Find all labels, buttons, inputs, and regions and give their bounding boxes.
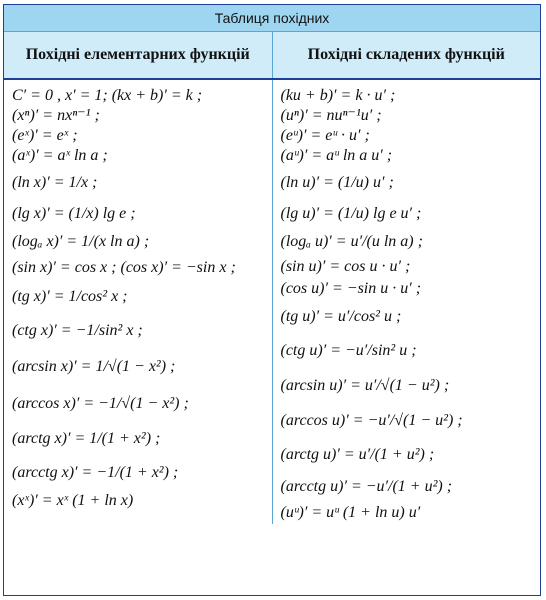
column-composite: [272, 80, 541, 524]
column-header-composite: Похідні складених функцій: [272, 32, 541, 78]
table-header: [4, 32, 540, 80]
formula-elementary: (eˣ)′ = eˣ ;: [12, 127, 78, 144]
formula-elementary: (arccos x)′ = −1/√(1 − x²) ;: [12, 395, 189, 412]
formula-elementary: (ln x)′ = 1/x ;: [12, 174, 98, 191]
formula-composite: (arctg u)′ = u′/(1 + u²) ;: [280, 446, 435, 463]
table-title: Таблиця похідних: [4, 5, 540, 32]
formula-composite: (ku + b)′ = k · u′ ;: [280, 87, 396, 104]
column-header-elementary: Похідні елементарних функцій: [25, 46, 250, 63]
formula-composite: (cos u)′ = −sin u · u′ ;: [280, 280, 422, 297]
formula-composite: (arccos u)′ = −u′/√(1 − u²) ;: [280, 412, 463, 429]
formula-composite: (lg u)′ = (1/u) lg e u′ ;: [280, 205, 422, 222]
formula-elementary: (lg x)′ = (1/x) lg e ;: [12, 205, 136, 222]
formula-elementary: (logₐ x)′ = 1/(x ln a) ;: [12, 233, 150, 250]
formula-composite: (uᵘ)′ = uᵘ (1 + ln u) u′: [280, 504, 421, 521]
formula-elementary: (xⁿ)′ = nxⁿ⁻¹ ;: [12, 107, 100, 124]
formula-composite: (arcctg u)′ = −u′/(1 + u²) ;: [280, 478, 453, 495]
formula-composite: (arcsin u)′ = u′/√(1 − u²) ;: [280, 377, 450, 394]
formula-composite: (logₐ u)′ = u′/(u ln a) ;: [280, 233, 423, 250]
formula-elementary: (arcsin x)′ = 1/√(1 − x²) ;: [12, 358, 176, 375]
table-body: [4, 80, 540, 524]
formula-elementary: (ctg x)′ = −1/sin² x ;: [12, 322, 143, 339]
formula-composite: (ctg u)′ = −u′/sin² u ;: [280, 342, 417, 359]
formula-composite: (tg u)′ = u′/cos² u ;: [280, 308, 402, 325]
formula-composite: (eᵘ)′ = eᵘ · u′ ;: [280, 127, 370, 144]
formula-elementary: (tg x)′ = 1/cos² x ;: [12, 288, 128, 305]
formula-composite: (uⁿ)′ = nuⁿ⁻¹u′ ;: [280, 107, 382, 124]
column-elementary: [4, 80, 272, 524]
formula-elementary: (sin x)′ = cos x ; (cos x)′ = −sin x ;: [12, 259, 236, 276]
formula-composite: (aᵘ)′ = aᵘ ln a u′ ;: [280, 147, 393, 164]
derivatives-table: [3, 4, 541, 596]
formula-composite: (ln u)′ = (1/u) u′ ;: [280, 174, 394, 191]
formula-elementary: (aˣ)′ = aˣ ln a ;: [12, 147, 108, 164]
formula-elementary: (arctg x)′ = 1/(1 + x²) ;: [12, 430, 161, 447]
formula-composite: (sin u)′ = cos u · u′ ;: [280, 258, 411, 275]
formula-elementary: (arcctg x)′ = −1/(1 + x²) ;: [12, 464, 179, 481]
formula-elementary: C′ = 0 , x′ = 1; (kx + b)′ = k ;: [12, 87, 203, 104]
formula-elementary: (xˣ)′ = xˣ (1 + ln x): [12, 492, 134, 509]
